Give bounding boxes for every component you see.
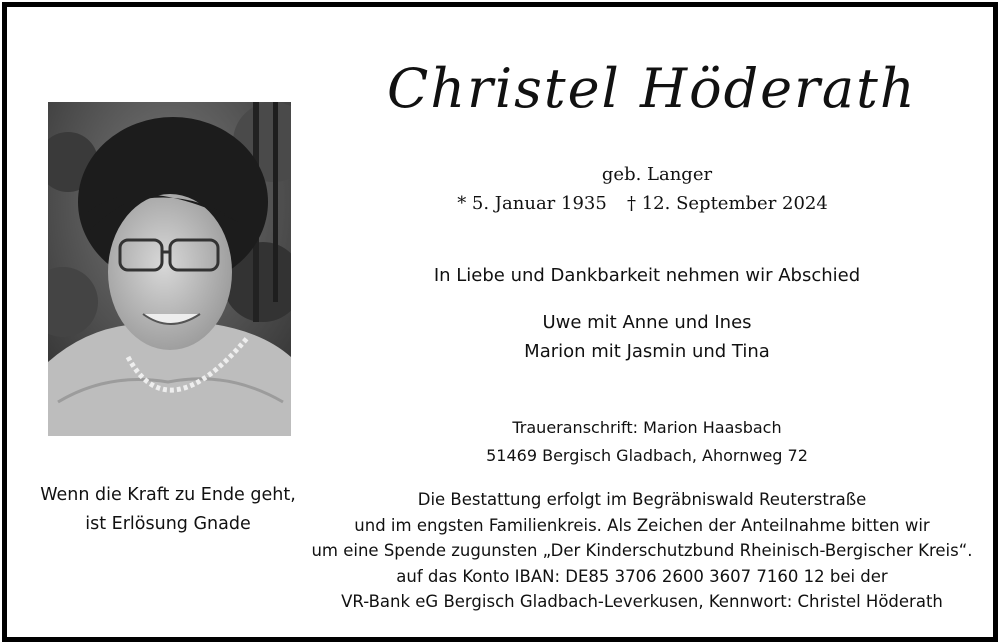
motto-line-2: ist Erlösung Gnade <box>85 514 251 534</box>
burial-line-1: Die Bestattung erfolgt im Begräbniswald Reuterstraße <box>417 490 867 509</box>
family-line-1: Uwe mit Anne und Ines <box>542 312 752 333</box>
farewell-line: In Liebe und Dankbarkeit nehmen wir Abschied <box>433 265 861 286</box>
address-line-1: Traueranschrift: Marion Haasbach <box>512 418 782 437</box>
motto-line-1: Wenn die Kraft zu Ende geht, <box>40 485 296 505</box>
birth-date: * 5. Januar 1935 <box>457 193 607 214</box>
burial-notice <box>307 487 977 615</box>
deceased-name: Christel Höderath <box>387 57 917 120</box>
burial-line-4: auf das Konto IBAN: DE85 3706 2600 3607 7160 12 bei der <box>396 566 888 586</box>
motto <box>27 481 309 539</box>
obituary-notice <box>2 2 998 642</box>
burial-line-2: und im engsten Familienkreis. Als Zeichen der Anteilnahme bitten wir <box>354 515 930 535</box>
maiden-name: geb. Langer <box>601 164 713 185</box>
family-line-2: Marion mit Jasmin und Tina <box>524 341 770 362</box>
address-line-2: 51469 Bergisch Gladbach, Ahornweg 72 <box>486 446 808 465</box>
burial-line-3: um eine Spende zugunsten „Der Kinderschutzbund Rheinisch-Bergischer Kreis“. <box>311 541 973 560</box>
burial-line-5: VR-Bank eG Bergisch Gladbach-Leverkusen, Kennwort: Christel Höderath <box>341 592 943 611</box>
death-date: † 12. September 2024 <box>627 193 828 214</box>
portrait-photo <box>48 102 291 436</box>
